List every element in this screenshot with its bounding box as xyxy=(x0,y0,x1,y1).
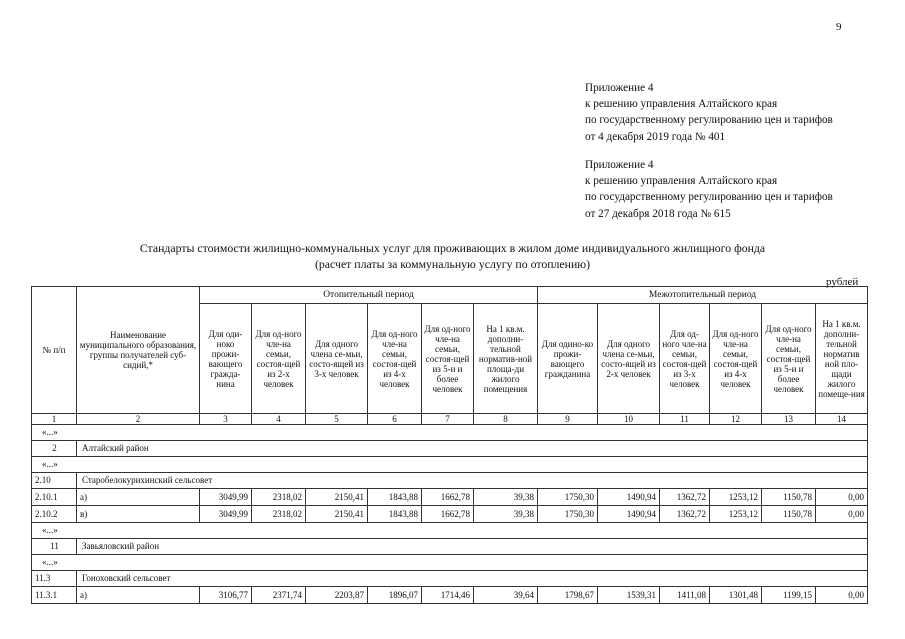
column-number: 6 xyxy=(368,414,422,425)
region-row xyxy=(32,441,868,457)
ellipsis-row xyxy=(32,457,868,473)
annex-line: по государственному регулированию цен и тарифов xyxy=(585,191,833,204)
row-number: 2.10.1 xyxy=(32,489,77,506)
value-cell: 0,00 xyxy=(816,587,868,604)
column-number: 4 xyxy=(252,414,306,425)
value-cell: 3049,99 xyxy=(200,506,252,523)
header-col: На 1 кв.м. дополни-тельной норматив ной пло-щади жилого помеще-ния xyxy=(816,304,868,414)
row-number: 2.10.2 xyxy=(32,506,77,523)
ellipsis-row xyxy=(32,555,868,571)
row-group: а) xyxy=(77,489,200,506)
ellipsis-cell: «...» xyxy=(32,523,868,539)
value-cell: 1301,48 xyxy=(710,587,762,604)
value-cell: 1490,94 xyxy=(598,489,660,506)
settlement-row xyxy=(32,473,868,489)
value-cell: 3049,99 xyxy=(200,489,252,506)
header-col: Для од-ного чле-на семьи, состоя-щей из 2-х человек xyxy=(252,304,306,414)
column-number: 7 xyxy=(422,414,474,425)
title-line: Стандарты стоимости жилищно-коммунальных услуг для проживающих в жилом доме индивидуального жилищного фонда xyxy=(139,241,766,255)
header-col: Для одного члена се-мьи, состо-ящей из 3-х человек xyxy=(306,304,368,414)
column-number: 1 xyxy=(32,414,77,425)
row-group: в) xyxy=(77,506,200,523)
value-cell: 1490,94 xyxy=(598,506,660,523)
column-number-row xyxy=(32,414,868,425)
table-row xyxy=(32,587,868,604)
header-heating-period: Отопительный период xyxy=(200,287,538,304)
value-cell: 2318,02 xyxy=(252,506,306,523)
value-cell: 1150,78 xyxy=(762,506,816,523)
title-subline: (расчет платы за коммунальную услугу по отоплению) xyxy=(314,257,591,271)
value-cell: 1253,12 xyxy=(710,489,762,506)
row-number: 11.3 xyxy=(32,571,77,587)
table-row xyxy=(32,489,868,506)
column-number: 9 xyxy=(538,414,598,425)
settlement-name: Гоноховский сельсовет xyxy=(77,571,868,587)
value-cell: 2203,87 xyxy=(306,587,368,604)
ellipsis-cell: «...» xyxy=(32,457,868,473)
value-cell: 1539,31 xyxy=(598,587,660,604)
value-cell: 1362,72 xyxy=(660,506,710,523)
value-cell: 39,38 xyxy=(474,489,538,506)
header-col: Для од-ного чле-на семьи, состоя-щей из 4-х человек xyxy=(368,304,422,414)
header-num: № п/п xyxy=(32,287,77,414)
ellipsis-row xyxy=(32,425,868,441)
column-number: 13 xyxy=(762,414,816,425)
value-cell: 1411,08 xyxy=(660,587,710,604)
value-cell: 2371,74 xyxy=(252,587,306,604)
row-group: а) xyxy=(77,587,200,604)
value-cell: 2150,41 xyxy=(306,506,368,523)
settlement-name: Старобелокурихинский сельсовет xyxy=(77,473,868,489)
value-cell: 1896,07 xyxy=(368,587,422,604)
column-number: 11 xyxy=(660,414,710,425)
row-number: 2.10 xyxy=(32,473,77,489)
column-number: 12 xyxy=(710,414,762,425)
column-number: 8 xyxy=(474,414,538,425)
value-cell: 1843,88 xyxy=(368,506,422,523)
header-col: Для одного члена се-мьи, состо-ящей из 2-х человек xyxy=(598,304,660,414)
column-number: 2 xyxy=(77,414,200,425)
value-cell: 1843,88 xyxy=(368,489,422,506)
header-col: Для одино-ко прожи-вающего гражданина xyxy=(538,304,598,414)
document-title xyxy=(0,240,905,272)
column-number: 10 xyxy=(598,414,660,425)
header-name: Наименование муниципального образования, группы получателей суб-сидий,* xyxy=(77,287,200,414)
header-col: Для од-ного чле-на семьи, состоя-щей из 3-х человек xyxy=(660,304,710,414)
region-name: Завьяловский район xyxy=(77,539,868,555)
value-cell: 1150,78 xyxy=(762,489,816,506)
value-cell: 39,38 xyxy=(474,506,538,523)
value-cell: 1362,72 xyxy=(660,489,710,506)
value-cell: 3106,77 xyxy=(200,587,252,604)
standards-table xyxy=(31,286,868,604)
ellipsis-cell: «...» xyxy=(32,425,868,441)
value-cell: 1750,30 xyxy=(538,489,598,506)
value-cell: 2318,02 xyxy=(252,489,306,506)
region-row xyxy=(32,539,868,555)
row-number: 2 xyxy=(32,441,77,457)
ellipsis-row xyxy=(32,523,868,539)
settlement-row xyxy=(32,571,868,587)
header-off-period: Межотопительный период xyxy=(538,287,868,304)
units-label: рублей xyxy=(826,276,859,288)
value-cell: 1199,15 xyxy=(762,587,816,604)
value-cell: 1662,78 xyxy=(422,506,474,523)
value-cell: 1750,30 xyxy=(538,506,598,523)
annex-line: Приложение 4 xyxy=(585,159,654,171)
value-cell: 0,00 xyxy=(816,506,868,523)
header-col: Для оди-ноко прожи-вающего гражда-нина xyxy=(200,304,252,414)
header-col: Для од-ного чле-на семьи, состоя-щей из 5-и и более человек xyxy=(422,304,474,414)
value-cell: 1662,78 xyxy=(422,489,474,506)
header-col: На 1 кв.м. дополни-тельной норматив-ной площа-ди жилого помещения xyxy=(474,304,538,414)
annex-line: Приложение 4 xyxy=(585,82,654,94)
annex-current-header xyxy=(585,80,833,145)
annex-line: к решению управления Алтайского края xyxy=(585,98,778,111)
ellipsis-cell: «...» xyxy=(32,555,868,571)
annex-line: от 4 декабря 2019 года № 401 xyxy=(585,130,726,143)
value-cell: 0,00 xyxy=(816,489,868,506)
annex-line: по государственному регулированию цен и тарифов xyxy=(585,114,833,127)
value-cell: 1253,12 xyxy=(710,506,762,523)
value-cell: 1714,46 xyxy=(422,587,474,604)
table-row xyxy=(32,506,868,523)
column-number: 3 xyxy=(200,414,252,425)
annex-line: от 27 декабря 2018 года № 615 xyxy=(585,207,731,220)
value-cell: 1798,67 xyxy=(538,587,598,604)
header-col: Для од-ного чле-на семьи, состоя-щей из 4-х человек xyxy=(710,304,762,414)
value-cell: 2150,41 xyxy=(306,489,368,506)
page-number: 9 xyxy=(836,21,842,33)
column-number: 14 xyxy=(816,414,868,425)
value-cell: 39,64 xyxy=(474,587,538,604)
annex-previous-header xyxy=(585,157,833,222)
region-name: Алтайский район xyxy=(77,441,868,457)
row-number: 11 xyxy=(32,539,77,555)
header-col: Для од-ного чле-на семьи, состоя-щей из 5-и и более человек xyxy=(762,304,816,414)
annex-line: к решению управления Алтайского края xyxy=(585,175,778,188)
row-number: 11.3.1 xyxy=(32,587,77,604)
column-number: 5 xyxy=(306,414,368,425)
